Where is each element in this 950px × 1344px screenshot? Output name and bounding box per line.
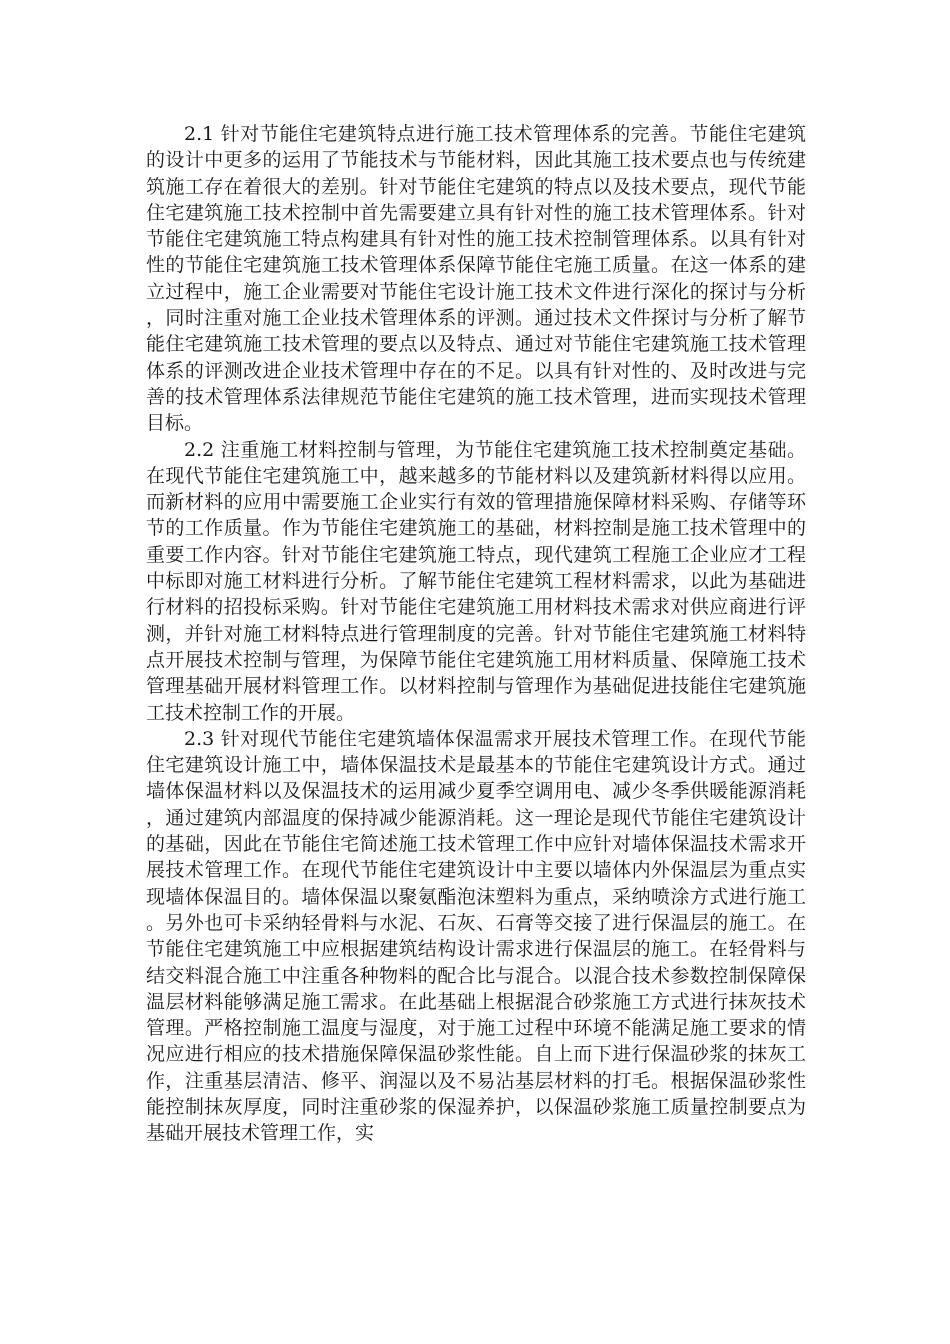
paragraph-2-2: 2.2 注重施工材料控制与管理，为节能住宅建筑施工技术控制奠定基础。在现代节能住宅建筑施工中，越来越多的节能材料以及建筑新材料得以应用。而新材料的应用中需要施工企业实行有效的管理措施保障材料采购、存储等环节的工作质量。作为节能住宅建筑施工的基础，材料控制是施工技术管理中的重要工作内容。针对节能住宅建筑施工特点，现代建筑工程施工企业应才工程中标即对施工材料进行分析。了解节能住宅建筑工程材料需求，以此为基础进行材料的招投标采购。针对节能住宅建筑施工用材料技术需求对供应商进行评测，并针对施工材料特点进行管理制度的完善。针对节能住宅建筑施工材料特点开展技术控制与管理，为保障节能住宅建筑施工用材料质量、保障施工技术管理基础开展材料管理工作。以材料控制与管理作为基础促进技能住宅建筑施工技术控制工作的开展。 bbox=[146, 438, 806, 724]
paragraph-2-1: 2.1 针对节能住宅建筑特点进行施工技术管理体系的完善。节能住宅建筑的设计中更多的运用了节能技术与节能材料，因此其施工技术要点也与传统建筑施工存在着很大的差别。针对节能住宅建筑的特点以及技术要点，现代节能住宅建筑施工技术控制中首先需要建立具有针对性的施工技术管理体系。针对节能住宅建筑施工特点构建具有针对性的施工技术控制管理体系。以具有针对性的节能住宅建筑施工技术管理体系保障节能住宅施工质量。在这一体系的建立过程中，施工企业需要对节能住宅设计施工技术文件进行深化的探讨与分析，同时注重对施工企业技术管理体系的评测。通过技术文件探讨与分析了解节能住宅建筑施工技术管理的要点以及特点、通过对节能住宅建筑施工技术管理体系的评测改进企业技术管理中存在的不足。以具有针对性的、及时改进与完善的技术管理体系法律规范节能住宅建筑的施工技术管理，进而实现技术管理目标。 bbox=[146, 123, 806, 435]
document-body bbox=[146, 121, 806, 1147]
paragraph-2-3: 2.3 针对现代节能住宅建筑墙体保温需求开展技术管理工作。在现代节能住宅建筑设计施工中，墙体保温技术是最基本的节能住宅建筑设计方式。通过墙体保温材料以及保温技术的运用减少夏季空调用电、减少冬季供暖能源消耗，通过建筑内部温度的保持减少能源消耗。这一理论是现代节能住宅建筑设计的基础，因此在节能住宅简述施工技术管理工作中应针对墙体保温技术需求开展技术管理工作。在现代节能住宅建筑设计中主要以墙体内外保温层为重点实现墙体保温目的。墙体保温以聚氨酯泡沫塑料为重点，采纳喷涂方式进行施工。另外也可卡采纳轻骨料与水泥、石灰、石膏等交接了进行保温层的施工。在节能住宅建筑施工中应根据建筑结构设计需求进行保温层的施工。在轻骨料与结交料混合施工中注重各种物料的配合比与混合。以混合技术参数控制保障保温层材料能够满足施工需求。在此基础上根据混合砂浆施工方式进行抹灰技术管理。严格控制施工温度与湿度，对于施工过程中环境不能满足施工要求的情况应进行相应的技术措施保障保温砂浆性能。自上而下进行保温砂浆的抹灰工作，注重基层清洁、修平、润湿以及不易沾基层材料的打毛。根据保温砂浆性能控制抹灰厚度，同时注重砂浆的保湿养护，以保温砂浆施工质量控制要点为基础开展技术管理工作，实 bbox=[146, 727, 806, 1145]
